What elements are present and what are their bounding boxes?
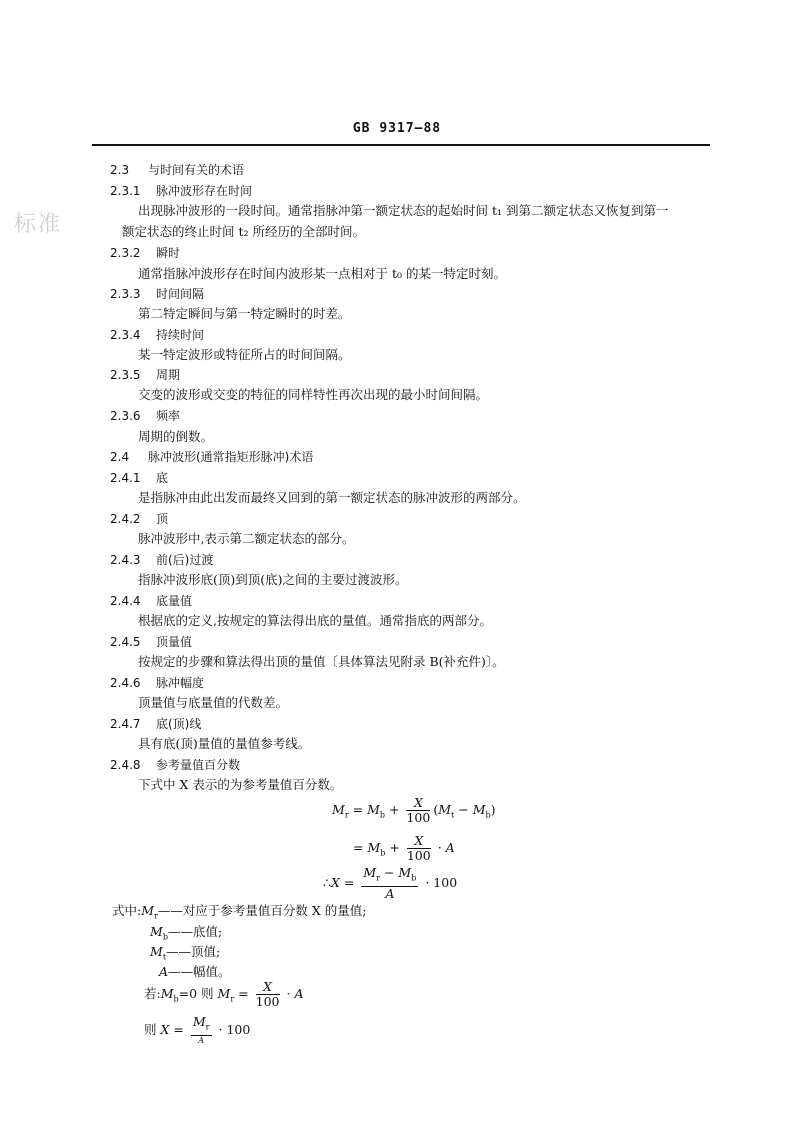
section-number: 2.3.1 [110, 184, 141, 198]
section-number: 2.4.3 [110, 553, 141, 567]
section-number: 2.3.2 [110, 246, 141, 260]
section-number: 2.4.7 [110, 717, 141, 731]
section-title: 脉冲波形存在时间 [156, 184, 253, 198]
section-body: 脉冲波形中,表示第二额定状态的部分。 [138, 531, 355, 546]
section-body: 交变的波形或交变的特征的同样特性再次出现的最小时间间隔。 [138, 387, 489, 402]
section-number: 2.4.5 [110, 635, 141, 649]
section-heading [110, 408, 180, 424]
fraction: $\frac{X}{100}$ [255, 979, 280, 1009]
formula-if: 若$:M_b=0$ 则 $M_r$ = $\frac{X}{100}$ · A [144, 979, 304, 1009]
section-number: 2.4.8 [110, 758, 141, 772]
section-heading [110, 245, 180, 261]
document-code: GB 9317—88 [352, 121, 442, 136]
section-title: 顶 [156, 512, 169, 526]
section-title: 脉冲波形(通常指矩形脉冲)术语 [148, 450, 314, 464]
section-number: 2.4 [110, 450, 130, 464]
where-mb: $M_b——$底值; [150, 924, 223, 942]
section-heading [110, 716, 201, 732]
section-title: 参考量值百分数 [156, 758, 241, 772]
section-heading [110, 162, 244, 178]
section-body: 按规定的步骤和算法得出顶的量值〔具体算法见附录 B(补充件)〕。 [138, 654, 505, 669]
section-number: 2.3.4 [110, 328, 141, 342]
section-title: 瞬时 [156, 246, 181, 260]
section-heading [110, 675, 204, 691]
section-heading [110, 449, 313, 465]
section-title: 底量值 [156, 594, 193, 608]
where-mr: 式中$:M_r——$对应于参考量值百分数 X 的量值; [112, 903, 367, 921]
section-title: 周期 [156, 368, 181, 382]
section-title: 底 [156, 471, 169, 485]
section-title: 时间间隔 [156, 287, 205, 301]
formula-then: 则 X = $\frac{M_r}{A}$ · 100 [144, 1014, 251, 1045]
section-number: 2.4.1 [110, 471, 141, 485]
fraction: $\frac{M_r}{A}$ [192, 1014, 210, 1045]
section-body: 出现脉冲波形的一段时间。通常指脉冲第一额定状态的起始时间 t₁ 到第二额定状态又恢复到第一 [138, 203, 669, 218]
section-heading [110, 470, 168, 486]
section-body: 根据底的定义,按规定的算法得出底的量值。通常指底的两部分。 [138, 613, 492, 628]
section-title: 持续时间 [156, 328, 205, 342]
section-title: 顶量值 [156, 635, 193, 649]
section-body: 下式中 X 表示的为参考量值百分数。 [138, 777, 343, 792]
where-a: A——幅值。 [159, 964, 231, 979]
section-heading [110, 183, 252, 199]
section-number: 2.3.3 [110, 287, 141, 301]
section-number: 2.4.2 [110, 512, 141, 526]
section-body: 第二特定瞬间与第一特定瞬时的时差。 [138, 306, 351, 321]
section-body: 周期的倒数。 [138, 429, 214, 444]
watermark: 标准 [14, 212, 63, 237]
fraction: $\frac{X}{100}$ [406, 833, 431, 863]
section-heading [110, 593, 192, 609]
section-number: 2.4.6 [110, 676, 141, 690]
section-body: 某一特定波形或特征所占的时间间隔。 [138, 347, 351, 362]
section-heading [110, 757, 240, 773]
section-title: 频率 [156, 409, 181, 423]
section-heading [110, 552, 213, 568]
section-heading [110, 634, 192, 650]
section-title: 前(后)过渡 [156, 553, 214, 567]
formula-line-3: ∴X = $\frac{M_r - M_b}{A}$ · 100 [323, 865, 458, 901]
header-rule [92, 144, 710, 146]
section-number: 2.4.4 [110, 594, 141, 608]
fraction: $\frac{X}{100}$ [406, 795, 431, 825]
section-heading [110, 286, 204, 302]
section-body: 指脉冲波形底(顶)到顶(底)之间的主要过渡波形。 [138, 572, 408, 587]
section-heading [110, 511, 168, 527]
section-body: 通常指脉冲波形存在时间内波形某一点相对于 t₀ 的某一特定时刻。 [138, 266, 506, 281]
formula-line-1: $M_r = M_b$ + $\frac{X}{100}$ $(M_t - M_b)$ [332, 795, 496, 825]
formula-line-2: = $M_b$ + $\frac{X}{100}$ · A [353, 833, 455, 863]
section-heading [110, 327, 204, 343]
section-number: 2.3 [110, 163, 130, 177]
where-mt: $M_t——$顶值; [150, 944, 221, 962]
section-title: 与时间有关的术语 [148, 163, 245, 177]
section-title: 脉冲幅度 [156, 676, 205, 690]
section-number: 2.3.5 [110, 368, 141, 382]
section-title: 底(顶)线 [156, 717, 202, 731]
section-heading [110, 367, 180, 383]
section-body: 顶量值与底量值的代数差。 [138, 695, 289, 710]
section-body: 是指脉冲由此出发而最终又回到的第一额定状态的脉冲波形的两部分。 [138, 490, 526, 505]
fraction: $\frac{M_r - M_b}{A}$ [363, 865, 417, 901]
section-body-continued: 额定状态的终止时间 t₂ 所经历的全部时间。 [122, 224, 365, 239]
section-number: 2.3.6 [110, 409, 141, 423]
section-body: 具有底(顶)量值的量值参考线。 [138, 736, 311, 751]
